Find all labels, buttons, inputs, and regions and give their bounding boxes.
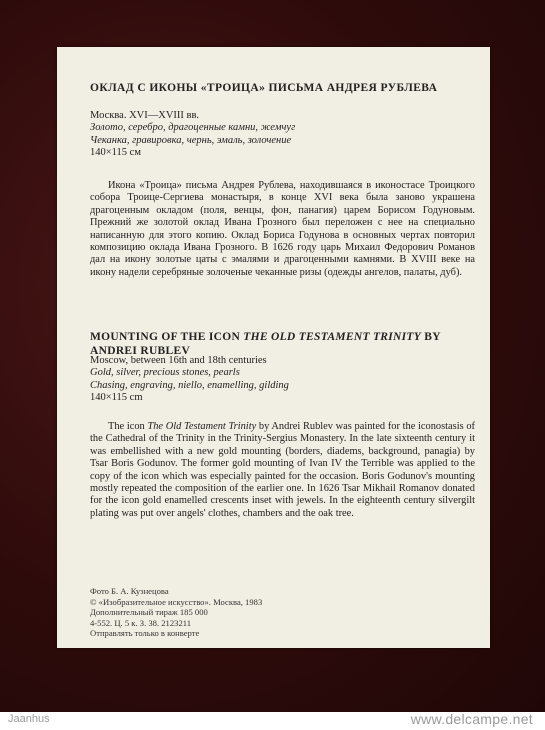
postcard-back [57, 47, 490, 648]
paragraph-english [90, 421, 475, 520]
meta-en-techniques: Chasing, engraving, niello, enamelling, gilding [90, 379, 289, 391]
paragraph-en-before: The icon [108, 421, 145, 432]
heading-english [90, 330, 475, 358]
credit-publisher: © «Изобразительное искусство». Москва, 1983 [90, 596, 263, 607]
watermark-bar [0, 712, 545, 730]
meta-english [90, 355, 475, 405]
meta-en-materials: Gold, silver, precious stones, pearls [90, 367, 240, 379]
publication-credits [90, 586, 475, 639]
credit-code: 4-552. Ц. 5 к. З. 38. 2123211 [90, 617, 192, 628]
meta-ru-materials: Золото, серебро, драгоценные камни, жемчуг [90, 122, 296, 134]
meta-en-place-date: Moscow, between 16th and 18th centuries [90, 355, 267, 366]
watermark-seller: Jaanhus [8, 713, 50, 725]
paragraph-en-after: by Andrei Rublev was painted for the iconostasis of the Cathedral of the Trinity in the Trinity-Sergius Monastery. In the late sixteenth century it was embellished with a new gold mounting (borders, diadems, background, panagia) by Tsar Boris Godunov. The former gold mounting of Ivan IV the Terrible was applied to the copy of the icon which was especially painted for the occasion. Boris Godunov's mounting mostly repeated the composition of the earlier one. In 1626 Tsar Mikhail Romanov donated for the icon gold enamelled crescents inset with jewels. In the eighteenth century silvergilt plating was put over angels' clothes, chambers and the oak tree. [90, 421, 475, 519]
credit-photo: Фото Б. А. Кузнецова [90, 586, 169, 596]
credit-mailing-note: Отправлять только в конверте [90, 628, 200, 639]
meta-en-dimensions: 140×115 cm [90, 392, 143, 404]
watermark-site: www.delcampe.net [410, 711, 533, 727]
meta-ru-dimensions: 140×115 см [90, 147, 141, 159]
credit-print-run: Дополнительный тираж 185 000 [90, 607, 208, 618]
heading-en-suffix: BY ANDREI RUBLEV [90, 331, 441, 357]
meta-ru-techniques: Чеканка, гравировка, чернь, эмаль, золочение [90, 134, 292, 146]
heading-russian: ОКЛАД С ИКОНЫ «ТРОИЦА» ПИСЬМА АНДРЕЯ РУБЛЕВА [90, 82, 438, 94]
paragraph-russian: Икона «Троица» письма Андрея Рублева, находившаяся в иконостасе Троицкого собора Троице-Сергиева монастыря, в конце XVI века была заново украшена драгоценным окладом (поля, венцы, фон, панагия) царем Борисом Годуновым. Прежний же золотой оклад Ивана Грозного был переложен с нее на специально написанную для этого копию. Оклад Бориса Годунова в основных чертах повторил композицию оклада Ивана Грозного. В 1626 году царь Михаил Федорович Романов дал на икону золотые цаты с эмалями и драгоценными камнями. В XVIII веке на икону надели серебряные золоченые чеканные ризы (одежды ангелов, палаты, дуб). [90, 180, 475, 278]
heading-en-prefix: MOUNTING OF THE ICON [90, 331, 241, 343]
paragraph-en-title: The Old Testament Trinity [147, 421, 257, 432]
meta-russian [90, 110, 475, 160]
heading-en-title: THE OLD TESTAMENT TRINITY [243, 331, 422, 343]
meta-ru-place-date: Москва. XVI—XVIII вв. [90, 110, 200, 121]
